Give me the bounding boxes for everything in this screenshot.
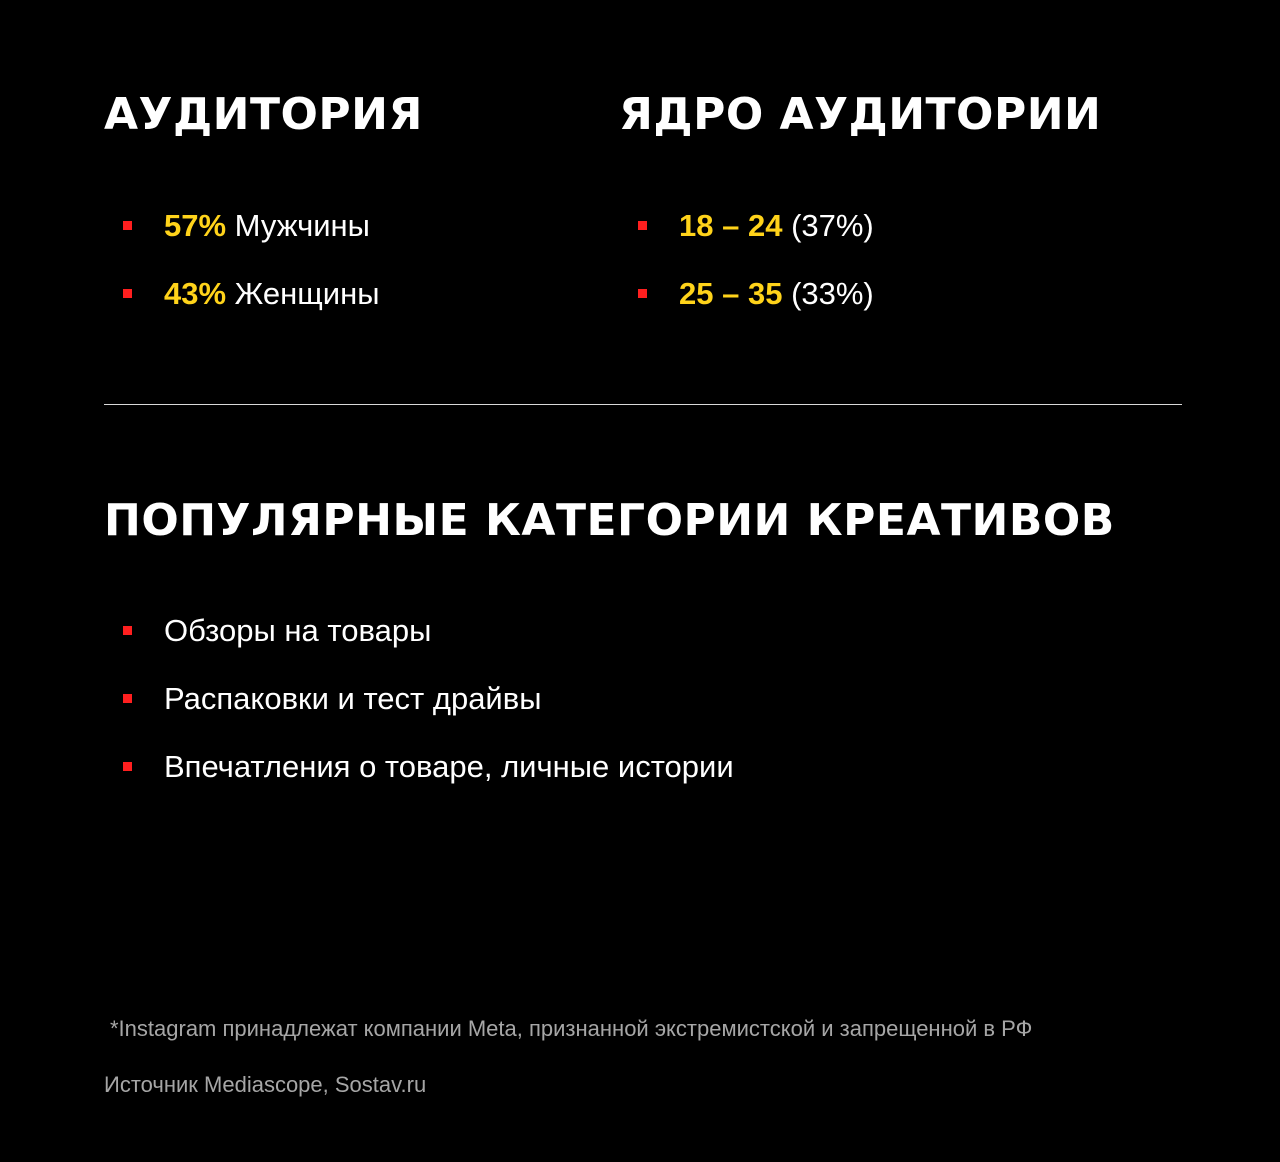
age-range: 18 – 24 [679,208,783,243]
list-item [123,597,734,665]
age-share: (33%) [791,276,874,311]
audience-title: АУДИТОРИЯ [104,89,423,140]
audience-list [123,192,380,328]
bullet-marker [123,626,132,635]
list-item [123,665,734,733]
categories-title: ПОПУЛЯРНЫЕ КАТЕГОРИИ КРЕАТИВОВ [104,495,1115,546]
category-label: Впечатления о товаре, личные истории [164,749,734,784]
core-audience-list [638,192,874,328]
category-label: Обзоры на товары [164,613,432,648]
list-item [123,260,380,328]
bullet-marker [638,221,647,230]
bullet-marker [123,762,132,771]
age-range: 25 – 35 [679,276,783,311]
source-note: Источник Mediascope, Sostav.ru [104,1072,427,1097]
list-item [123,733,734,801]
core-audience-title: ЯДРО АУДИТОРИИ [619,89,1102,140]
list-item [123,192,380,260]
bullet-marker [123,221,132,230]
category-label: Распаковки и тест драйвы [164,681,542,716]
categories-list [123,597,734,801]
footnote: *Instagram принадлежат компании Meta, признанной экстремистской и запрещенной в РФ [110,1016,1033,1041]
bullet-marker [123,289,132,298]
audience-label: Мужчины [234,208,370,243]
audience-value: 57% [164,208,227,243]
list-item [638,192,874,260]
age-share: (37%) [791,208,874,243]
bullet-marker [638,289,647,298]
list-item [638,260,874,328]
audience-value: 43% [164,276,227,311]
section-divider [104,404,1182,405]
audience-label: Женщины [234,276,380,311]
bullet-marker [123,694,132,703]
